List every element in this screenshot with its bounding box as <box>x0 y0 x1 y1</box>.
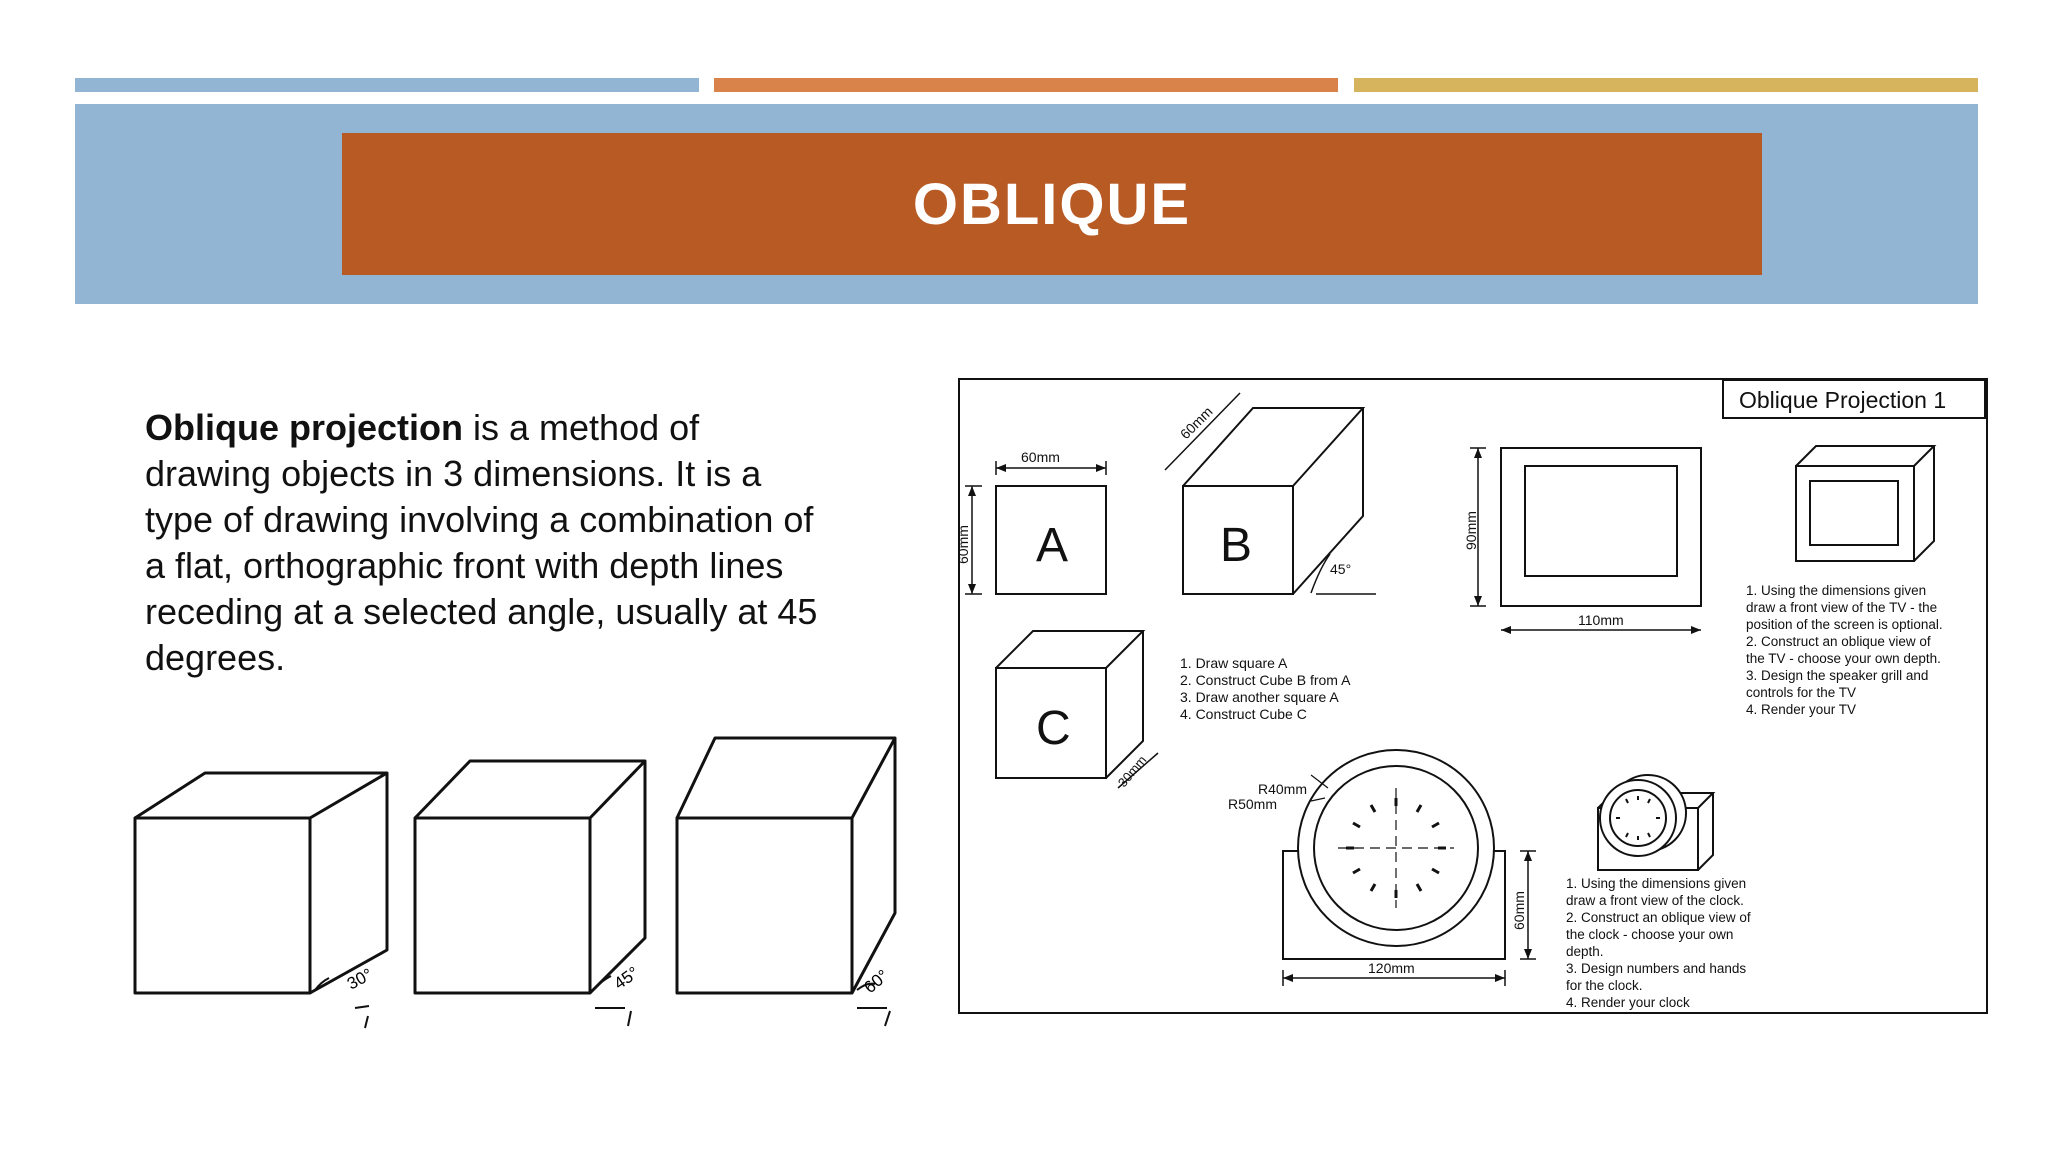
tv-step-line-5: the TV - choose your own depth. <box>1746 651 1941 666</box>
cube-b-angle: 45° <box>1330 561 1352 577</box>
tv-step-line-4: 2. Construct an oblique view of <box>1746 634 1931 649</box>
letter-b: B <box>1220 519 1253 572</box>
tv-height: 90mm <box>1463 511 1479 550</box>
square-a-width: 60mm <box>1021 449 1060 465</box>
cube-b-depth: 60mm <box>1176 403 1216 443</box>
tv-step-line-1: 1. Using the dimensions given <box>1746 583 1927 598</box>
cube-step-4: 4. Construct Cube C <box>1180 706 1307 722</box>
body-term: Oblique projection <box>145 407 464 448</box>
cube-step-3: 3. Draw another square A <box>1180 689 1339 705</box>
angle-label-30: 30° <box>343 964 376 994</box>
letter-c: C <box>1036 702 1071 755</box>
slide-title: OBLIQUE <box>912 171 1192 237</box>
worksheet-title: Oblique Projection 1 <box>1739 387 1947 413</box>
cube-step-2: 2. Construct Cube B from A <box>1180 672 1351 688</box>
clock-step-line-7: for the clock. <box>1566 978 1643 993</box>
tv-width: 110mm <box>1578 612 1624 628</box>
angle-label-60: 60° <box>860 965 893 998</box>
clock-r40: R40mm <box>1258 781 1308 797</box>
clock-r50: R50mm <box>1228 796 1278 812</box>
cube-30 <box>135 773 387 1028</box>
tv-step-line-8: 4. Render your TV <box>1746 702 1857 717</box>
accent-stripe-orange <box>714 78 1338 92</box>
tv-step-line-3: position of the screen is optional. <box>1746 617 1943 632</box>
body-text: is a method of drawing objects in 3 dimensions. It is a type of drawing involving a combination of a flat, orthographic front with depth lines receding at a selected angle, usually at 45 degrees. <box>145 407 818 678</box>
title-box <box>342 133 1762 275</box>
clock-height: 60mm <box>1511 891 1527 930</box>
oblique-cubes-illustration <box>125 728 925 1028</box>
clock-step-line-6: 3. Design numbers and hands <box>1566 961 1747 976</box>
angle-label-45: 45° <box>610 962 643 994</box>
clock-step-line-3: 2. Construct an oblique view of <box>1566 910 1751 925</box>
accent-stripe-blue <box>75 78 699 92</box>
cube-step-1: 1. Draw square A <box>1180 655 1288 671</box>
tv-step-line-2: draw a front view of the TV - the <box>1746 600 1938 615</box>
clock-step-line-2: draw a front view of the clock. <box>1566 893 1744 908</box>
worksheet-diagram <box>955 378 1988 1014</box>
clock-width: 120mm <box>1368 960 1415 976</box>
cube-c-depth: 30mm <box>1114 752 1150 790</box>
cube-45 <box>415 761 645 1026</box>
accent-stripe-gold <box>1354 78 1978 92</box>
body-paragraph <box>145 405 835 681</box>
clock-step-line-4: the clock - choose your own <box>1566 927 1734 942</box>
letter-a: A <box>1036 519 1069 572</box>
clock-step-line-8: 4. Render your clock <box>1566 995 1690 1010</box>
tv-step-line-6: 3. Design the speaker grill and <box>1746 668 1929 683</box>
clock-step-line-1: 1. Using the dimensions given <box>1566 876 1747 891</box>
square-a-height: 60mm <box>955 525 971 564</box>
clock-step-line-5: depth. <box>1566 944 1604 959</box>
tv-step-line-7: controls for the TV <box>1746 685 1857 700</box>
